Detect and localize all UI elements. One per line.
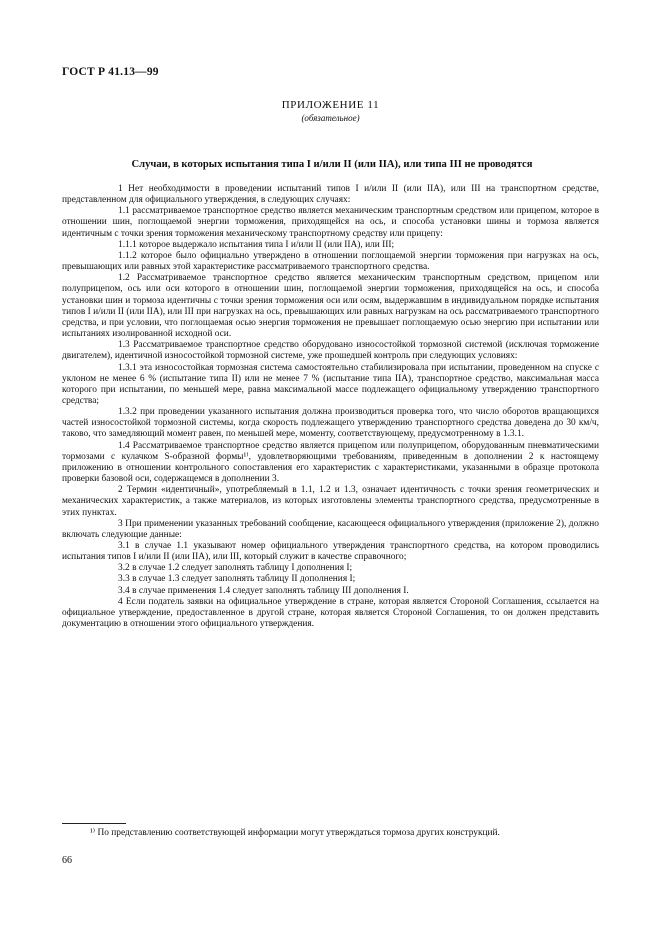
paragraph: 1.3.2 при проведении указанного испытания должна производиться проверка того, что число оборотов вращающихся частей износостойкой тормозной системы, когда скорость подлежащего утверждению транспортного средства доведена до 30 км/ч, таково, что замедляющий момент равен, по меньшей мере, моменту, соответствующему, предусмотренному в 1.3.1. [62, 407, 599, 440]
paragraph: 3.4 в случае применения 1.4 следует заполнять таблицу III дополнения I. [118, 585, 409, 596]
appendix-subtitle: (обязательное) [301, 113, 360, 123]
paragraph: 1.2 Рассматриваемое транспортное средство является механическим транспортным средством, прицепом или полуприцепом, ось или оси которого в отношении шин, поглощаемой энергии торможения, приходящейся на ось, и способа установки шин и тормоза идентичны с точки зрения торможения оси или осям, выдержавшим в индивидуальном порядке испытания типов I и/или II (или IIA), или III при нагрузках на ось, превышающих или равных нагрузкам на ось рассматриваемого транспортного средства, и при условии, что поглощаемая осью энергия торможения не превышает поглощаемую осью энергию при испытании или испытаниях изолированной исходной оси. [62, 273, 599, 340]
paragraph: 1.1.2 которое было официально утверждено в отношении поглощаемой энергии торможения при нагрузках на ось, превышающих или равных этой характеристике рассматриваемого транспортного средства. [62, 250, 599, 273]
footnote-divider [62, 823, 126, 824]
document-id: ГОСТ Р 41.13—99 [62, 66, 159, 78]
paragraph: 1.1.1 которое выдержало испытания типа I и/или II (или IIA), или III; [118, 239, 395, 250]
paragraph: 3.2 в случае 1.2 следует заполнять таблицу I дополнения I; [118, 563, 353, 574]
paragraph: 2 Термин «идентичный», употребляемый в 1.1, 1.2 и 1.3, означает идентичность с точки зрения геометрических и механических характеристик, а также материалов, из которых изготовлены элементы транспортного средства, предусмотренные в этих пунктах. [62, 485, 599, 518]
paragraph: 4 Если податель заявки на официальное утверждение в стране, которая является Стороной Соглашения, ссылается на официальное утверждение, предоставленное в другой стране, которая является Стороной Соглашения, то он должен представить документацию в отношении этого официального утверждения. [62, 596, 599, 630]
section-heading: Случаи, в которых испытания типа I и/или II (или IIA), или типа III не проводятся [131, 159, 533, 170]
paragraph: 1.1 рассматриваемое транспортное средство является механическим транспортным средством или прицепом, которое в отношении шин, поглощаемой энергии торможения, приходящейся на ось, и способа установки шины и тормоза является идентичным с точки зрения торможения механическому транспортному средству или прицепу: [62, 206, 599, 239]
paragraph: 3.1 в случае 1.1 указывают номер официального утверждения транспортного средства, на котором проводились испытания типов I и/или II (или IIA), или III, который служит в качестве справочного; [62, 541, 599, 563]
paragraph: 1.3 Рассматриваемое транспортное средство оборудовано износостойкой тормозной системой (исключая торможение двигателем), идентичной износостойкой тормозной системе, уже прошедшей контроль при следующих условиях: [62, 340, 599, 362]
paragraph: 1.3.1 эта износостойкая тормозная система самостоятельно стабилизировала при испытании, проведенном на спуске с уклоном не менее 6 % (испытание типа II) или не менее 7 % (испытание типа IIA), транспортное средство, максимальная масса которого при испытании, по меньшей мере, равна максимальной массе подлежащего официальному утверждению транспортного средства; [62, 362, 599, 406]
paragraph: 3.3 в случае 1.3 следует заполнять таблицу II дополнения I; [118, 574, 356, 585]
paragraph: 3 При применении указанных требований сообщение, касающееся официального утверждения (приложение 2), должно включать следующие данные: [62, 518, 599, 540]
paragraph: 1.4 Рассматриваемое транспортное средство является прицепом или полуприцепом, оборудованным пневматическими тормозами с кулачком S-образной формы¹⁾, удовлетворяющими требованиям, приведенным в дополнении 2 к настоящему приложению в отношении контрольного сопоставления его характеристик с характеристиками, указанными в образце протокола проверки базовой оси, содержащемся в дополнении 3. [62, 440, 599, 485]
page-number: 66 [62, 855, 72, 866]
footnote: ¹⁾ По представлению соответствующей информации могут утверждаться тормоза других конструкций. [90, 828, 500, 838]
paragraph: 1 Нет необходимости в проведении испытаний типов I и/или II (или IIA), или III на транспортном средстве, представленном для официального утверждения, в следующих случаях: [62, 184, 599, 206]
document-body [62, 184, 599, 630]
appendix-title: ПРИЛОЖЕНИЕ 11 [281, 99, 380, 111]
